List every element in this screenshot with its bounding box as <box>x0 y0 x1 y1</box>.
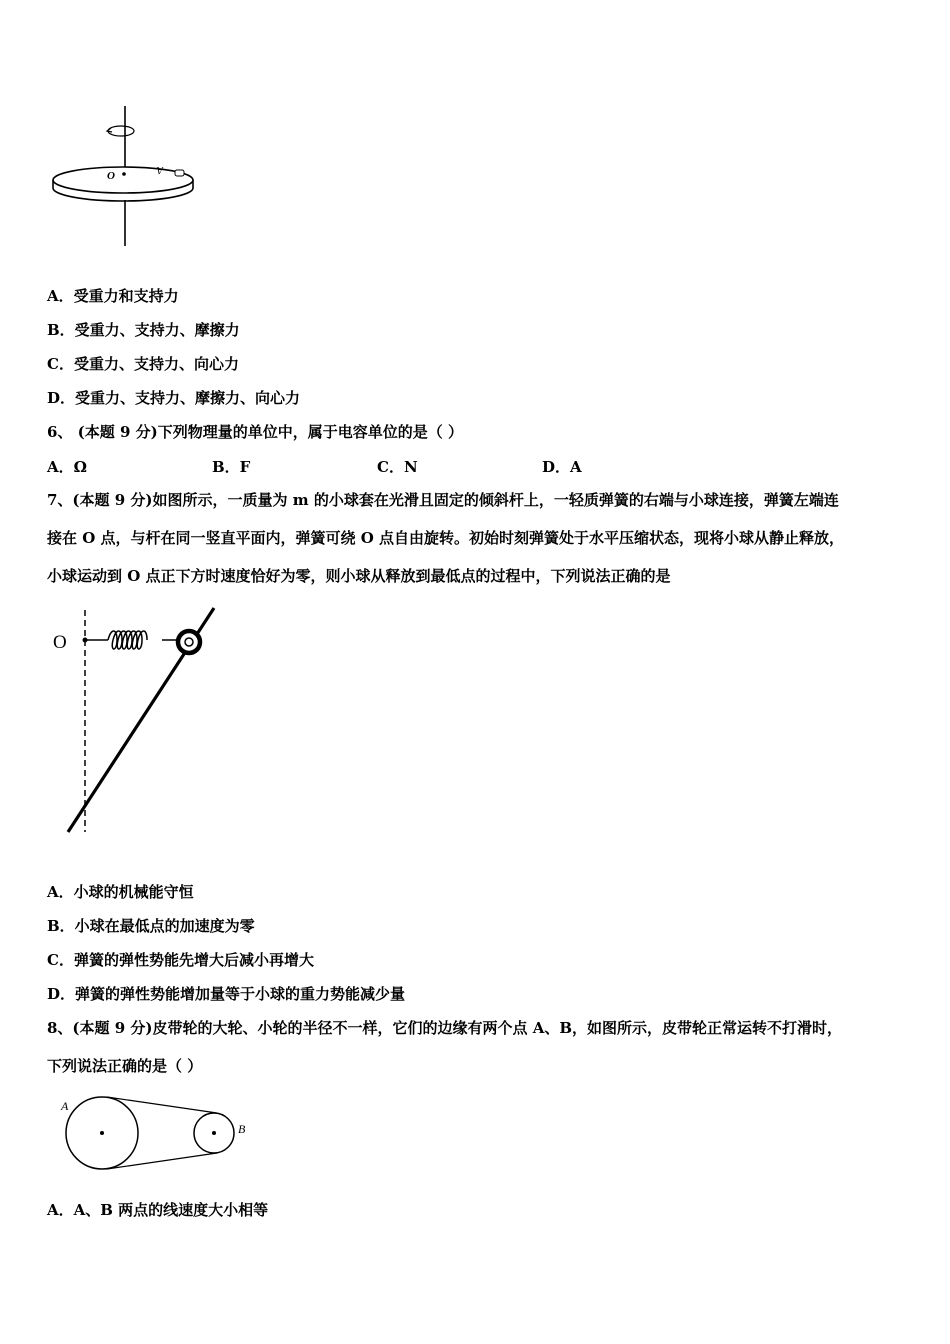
q7-stem-line-1: 7、(本题 9 分)如图所示，一质量为 m 的小球套在光滑且固定的倾斜杆上，一轻质弹簧的右端与小球连接，弹簧左端连 <box>47 491 839 509</box>
q5-option-a: A．受重力和支持力 <box>47 287 179 305</box>
q6-option-b: B．F <box>212 458 251 476</box>
q5-option-c: C．受重力、支持力、向心力 <box>47 355 239 373</box>
q7-option-b: B．小球在最低点的加速度为零 <box>47 917 255 935</box>
disk <box>53 167 193 193</box>
q6-option-a: A．Ω <box>47 458 87 476</box>
q5-option-b: B．受重力、支持力、摩擦力 <box>47 321 240 339</box>
disk-label-o: O <box>107 170 115 182</box>
spring-label-o: O <box>53 632 67 653</box>
q7-option-c: C．弹簧的弹性势能先增大后减小再增大 <box>47 951 314 969</box>
q8-stem-line-1: 8、(本题 9 分)皮带轮的大轮、小轮的半径不一样，它们的边缘有两个点 A、B，如图所示，皮带轮正常运转不打滑时， <box>47 1019 843 1037</box>
disk-label-a: A <box>156 164 163 175</box>
q6-stem: 6、 (本题 9 分)下列物理量的单位中，属于电容单位的是（ ） <box>47 423 463 441</box>
belt-pulley-figure <box>55 1090 255 1175</box>
pulley-label-a: A <box>61 1099 69 1113</box>
q8-stem-line-2: 下列说法正确的是（ ） <box>47 1057 203 1075</box>
q6-option-c: C．N <box>377 458 418 476</box>
small-object <box>175 170 184 176</box>
q8-option-a: A．A、B 两点的线速度大小相等 <box>47 1201 269 1219</box>
pulley-label-b: B <box>238 1122 246 1136</box>
q7-stem-line-3: 小球运动到 O 点正下方时速度恰好为零，则小球从释放到最低点的过程中，下列说法正确的是 <box>47 567 671 585</box>
q5-option-d: D．受重力、支持力、摩擦力、向心力 <box>47 389 301 407</box>
q7-option-d: D．弹簧的弹性势能增加量等于小球的重力势能减少量 <box>47 985 406 1003</box>
q7-stem-line-2: 接在 O 点，与杆在同一竖直平面内，弹簧可绕 O 点自由旋转。初始时刻弹簧处于水平压缩状态，现将小球从静止释放， <box>47 529 845 547</box>
rotating-disk-figure <box>45 100 205 250</box>
rotation-arrow-icon <box>108 126 134 136</box>
spring <box>108 631 147 649</box>
spring-rod-figure <box>50 600 225 840</box>
q6-option-d: D．A <box>542 458 582 476</box>
q7-option-a: A．小球的机械能守恒 <box>47 883 194 901</box>
